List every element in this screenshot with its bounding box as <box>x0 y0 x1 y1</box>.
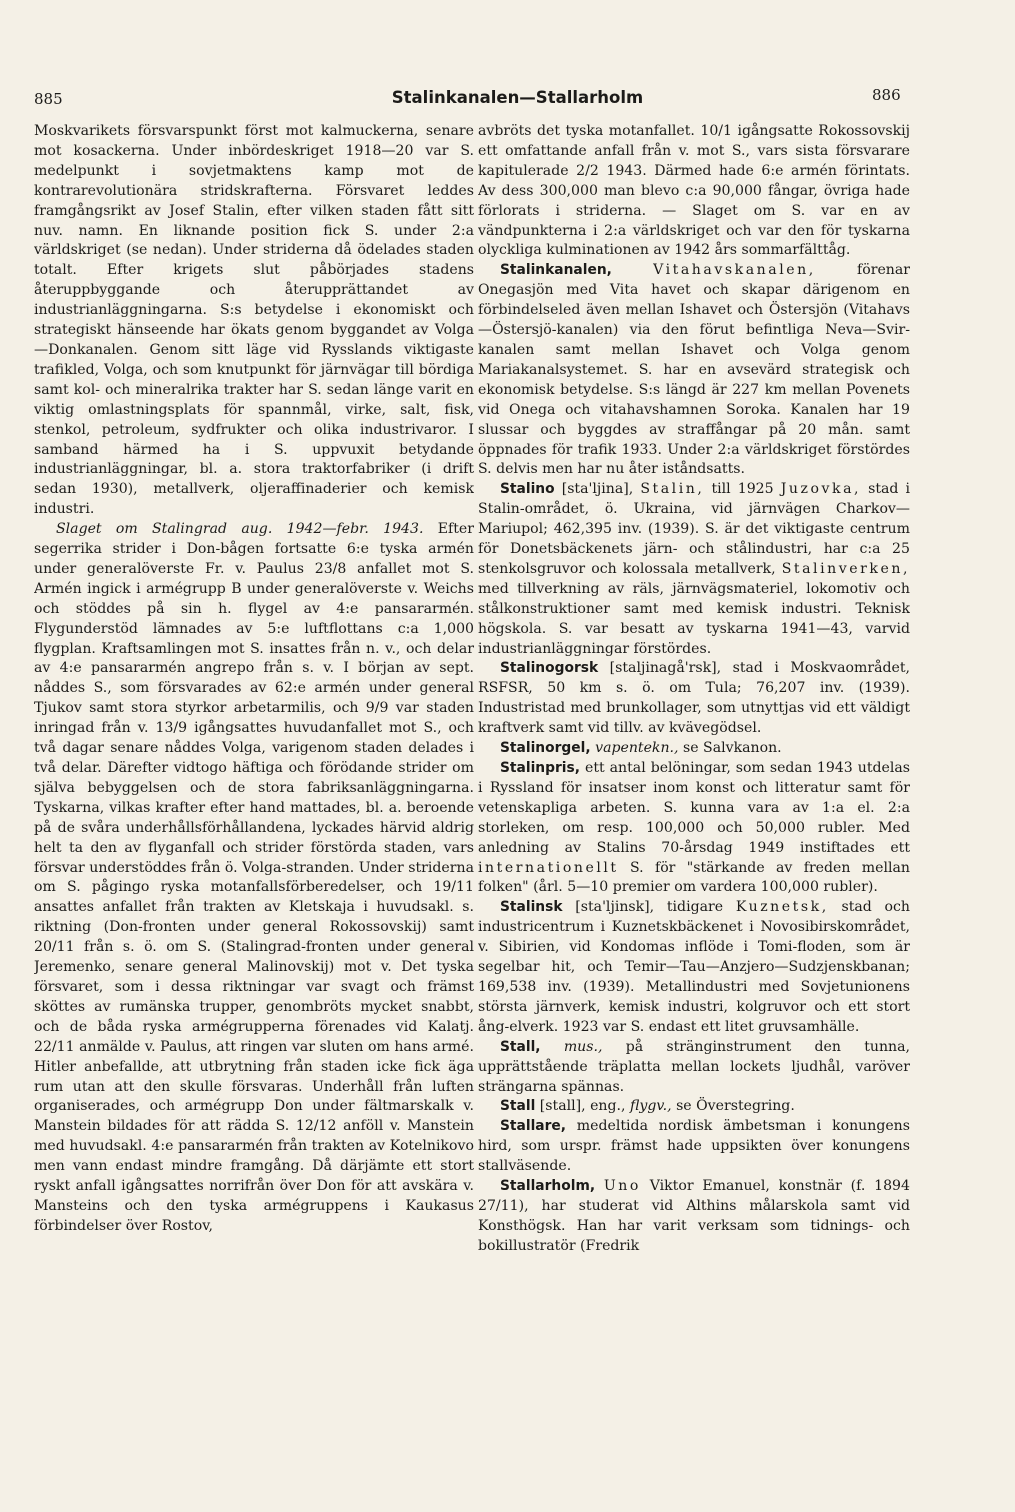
entry-text: medeltida nordisk ämbetsman i konungens hird, som urspr. främst hade uppsikten över konungens stallväsende. <box>478 1118 910 1175</box>
entry-text: förenar Onegasjön med Vita havet och skapar därigenom en förbindelseled även mellan Ishavet och Östersjön (Vitahavs—Östersjö-kanalen) via den förut befintliga Neva—Svir-kanalen samt mellan Ishavet och Volga genom Mariakanalsystemet. S. har en avsevärd strategisk och ekonomisk betydelse. S:s längd är 227 km mellan Povenets vid Onega och vitahavshamnen Soroka. Kanalen har 19 slussar och byggdes av straffångar på 20 mån. samt öppnades för trafik 1933. Under 2:a världskriget förstördes S. delvis men har nu åter iståndsatts. <box>478 262 910 478</box>
entry-stall-mus <box>478 1038 910 1098</box>
entry-text: Viktor Emanuel, konstnär (f. 1894 27/11), har studerat vid Althins målarskola samt vid Konsthögsk. Han har varit verksam som tidnings- och bokillustratör (Fredrik <box>478 1178 910 1254</box>
entry-text: se Överstegring. <box>676 1098 795 1115</box>
entry-text: ett antal belöningar, som sedan 1943 utdelas i Ryssland för insatser inom konst och litteratur samt för vetenskapliga arbeten. S. kunna vara av 1:a el. 2:a storleken, om resp. 100,000 och 50,000 rubler. Med anledning av Stalins 70-årsdag 1949 instiftades ett <box>478 760 910 856</box>
alternate-name: Stalinverken, <box>781 560 910 577</box>
entry-text: [staljinagå'rsk], stad i Moskvaområdet, RSFSR, 50 km s. ö. om Tula; 76,207 inv. (1939). Industristad med brunkollager, som utnyttjas vid ett väldigt kraftverk samt vid tillv. av kvävegödsel. <box>478 660 910 737</box>
subject-abbreviation: flygv., <box>629 1098 672 1115</box>
page-number-left: 885 <box>34 90 63 108</box>
alternate-name: Stalin, <box>640 481 705 498</box>
battle-continuation: avbröts det tyska motanfallet. 10/1 igångsatte Rokossovskij ett omfattande anfall från v. mot S., vars sista försvarare kapitulerade 2/2 1943. Därmed hade 6:e armén förintats. Av dess 300,000 man blevo c:a 90,000 fångar, övriga hade förlorats i striderna. — Slaget om S. var en av vändpunkterna i 2:a världskriget och var den för tyskarna olyckliga kulminationen av 1942 års sommarfälttåg. <box>478 123 910 259</box>
pronunciation: [sta'ljinsk], tidigare <box>575 899 724 916</box>
entry-stalinsk <box>478 898 910 1037</box>
entry-stalinorgel <box>478 739 910 759</box>
entry-stalino <box>478 480 910 659</box>
alternate-name: Vitahavskanalen, <box>653 262 816 279</box>
entry-headword: Stalinpris, <box>500 760 580 776</box>
entry-text: [stall], eng., <box>539 1098 626 1115</box>
entry-headword: Stalinorgel, <box>500 740 591 757</box>
entry-text: S. för "stärkande av freden mellan folken" (årl. 5—10 premier om vardera 100,000 rubler). <box>478 859 910 896</box>
entry-stallare <box>478 1117 910 1177</box>
battle-heading: Slaget om Stalingrad aug. 1942—febr. 1943. <box>56 521 424 538</box>
entry-headword: Stall, <box>500 1038 541 1055</box>
entry-stalinpris <box>478 759 910 898</box>
right-column <box>478 122 910 1392</box>
running-title: Stalinkanalen—Stallarholm <box>391 88 644 107</box>
spaced-term: internationellt <box>478 859 619 876</box>
entry-headword: Stallarholm, <box>500 1178 596 1195</box>
page-header <box>0 86 1015 112</box>
subject-abbreviation: vapentekn., <box>595 740 679 757</box>
entry-stall-flygv <box>478 1097 910 1117</box>
given-name: Uno <box>603 1178 641 1195</box>
entry-stallarholm <box>478 1177 910 1257</box>
entry-stalinogorsk <box>478 659 910 739</box>
alternate-name: Juzovka, <box>780 481 862 498</box>
entry-text: på stränginstrument den tunna, upprättstående träplatta mellan lockets ljudhål, varöver strängarna spännas. <box>478 1038 910 1095</box>
entry-headword: Stalinogorsk <box>500 660 599 677</box>
stalingrad-continuation: Moskvarikets försvarspunkt först mot kalmuckerna, senare mot kosackerna. Under inbördeskriget 1918—20 var S. medelpunkt i sovjetmaktens kamp mot de kontrarevolutionära stridskrafterna. Försvaret leddes framgångsrikt av Josef Stalin, efter vilken staden fått sitt nuv. namn. En liknande position fick S. under 2:a världskriget (se nedan). Under striderna då ödelades staden totalt. Efter krigets slut påbörjades stadens återuppbyggande och återupprättandet av industrianläggningarna. S:s betydelse i ekonomiskt och strategiskt hänseende har ökats genom byggandet av Volga—Donkanalen. Genom sitt läge vid Rysslands viktigaste trafikled, Volga, och som knutpunkt för järnvägar till bördiga samt kol- och mineralrika trakter har S. sedan länge varit en viktig omlastningsplats för spannmål, virke, salt, fisk, stenkol, petroleum, sydfrukter och olika industrivaror. I samband härmed ha i S. uppvuxit betydande industrianläggningar, bl. a. stora traktorfabriker (i drift sedan 1930), metallverk, oljeraffinaderier och kemisk industri. <box>34 123 474 518</box>
left-column <box>34 122 474 1392</box>
entry-headword: Stalinsk <box>500 899 563 916</box>
entry-headword: Stallare, <box>500 1118 567 1135</box>
entry-text: till 1925 <box>711 481 774 498</box>
entry-text: stad i Stalin-området, ö. Ukraina, vid järnvägen Charkov—Mariupol; 462,395 inv. (1939). S. är det viktigaste centrum för Donetsbäckenets järn- och stålindustri, har c:a 25 stenkolsgruvor och kolossala metallverk, <box>478 481 910 577</box>
entry-text: stad och industricentrum i Kuznetskbäckenet i Novosibirskområdet, v. Sibirien, vid Kondomas inflöde i Tomi-floden, som är segelbar hit, och Temir—Tau—Anzjero—Sudzjenskbanan; 169,538 inv. (1939). Metallindustri med Sovjetunionens största järnverk, kemisk industri, kolgruvor och ett stort ång-elverk. 1923 var S. endast ett litet gruvsamhälle. <box>478 899 910 1035</box>
entry-text: se Salvkanon. <box>682 740 782 757</box>
entry-headword: Stalino <box>500 481 555 498</box>
battle-text: Efter segerrika strider i Don-bågen fortsatte 6:e tyska armén under generalöverste Fr. v. Paulus 23/8 anfallet mot S. Armén ingick i armégrupp B under generalöverste v. Weichs och stöddes på sin h. flygel av 4:e pansararmén. Flygunderstöd lämnades av 5:e luftflottans c:a 1,000 flygplan. Kraftsamlingen mot S. insattes från n. v., och delar av 4:e pansararmén angrepo från s. v. I början av sept. nåddes S., som försvarades av 62:e armén under general Tjukov samt stora styrkor arbetarmilis, och 9/9 var staden inringad från v. 13/9 igångsattes huvudanfallet mot S., och två dagar senare nåddes Volga, varigenom staden delades i två delar. Därefter vidtogo häftiga och förödande strider om själva bebyggelsen och de stora fabriksanläggningarna. Tyskarna, vilkas krafter efter hand mattades, bl. a. beroende på de svåra underhållsförhållandena, lyckades härvid aldrig helt ta den av flyganfall och strider förstörda staden, vars försvar understöddes från ö. Volga-stranden. Under striderna om S. pågingo ryska motanfallsförberedelser, och 19/11 ansattes anfallet från trakten av Kletskaja i huvudsakl. s. riktning (Don-fronten under general Rokossovskij) samt 20/11 från s. ö. om S. (Stalingrad-fronten under general Jeremenko, senare general Malinovskij) mot v. Det tyska försvaret, som i dessa riktningar var svagt och främst sköttes av rumänska trupper, genombröts mycket snabbt, och de båda ryska armégrupperna förenades vid Kalatj. 22/11 anmälde v. Paulus, att ringen var sluten om hans armé. Hitler anbefallde, att utbrytning från staden icke fick äga rum utan att den skulle försvaras. Underhåll från luften organiserades, och armégrupp Don under fältmarskalk v. Manstein bildades för att rädda S. 12/12 anföll v. Manstein med huvudsakl. 4:e pansararmén från trakten av Kotelnikovo men vann endast mindre framgång. Då därjämte ett stort ryskt anfall igångsattes norrifrån över Don för att avskära v. Mansteins och den tyska armégruppens i Kaukasus förbindelser över Rostov, <box>34 521 474 1234</box>
entry-headword: Stalinkanalen, <box>500 262 612 279</box>
entry-text: med tillverkning av räls, järnvägsmateriel, lokomotiv och stålkonstruktioner samt med kemisk industri. Teknisk högskola. S. var besatt av tyskarna 1941—43, varvid industrianläggningar förstördes. <box>478 580 910 657</box>
page-number-right: 886 <box>872 86 901 104</box>
battle-of-stalingrad-section <box>34 520 474 1237</box>
entry-headword: Stall <box>500 1098 536 1115</box>
alternate-name: Kuznetsk, <box>735 899 829 916</box>
entry-stalinkanalen <box>478 261 910 480</box>
subject-abbreviation: mus., <box>563 1038 603 1055</box>
pronunciation: [sta'ljina], <box>561 481 634 498</box>
